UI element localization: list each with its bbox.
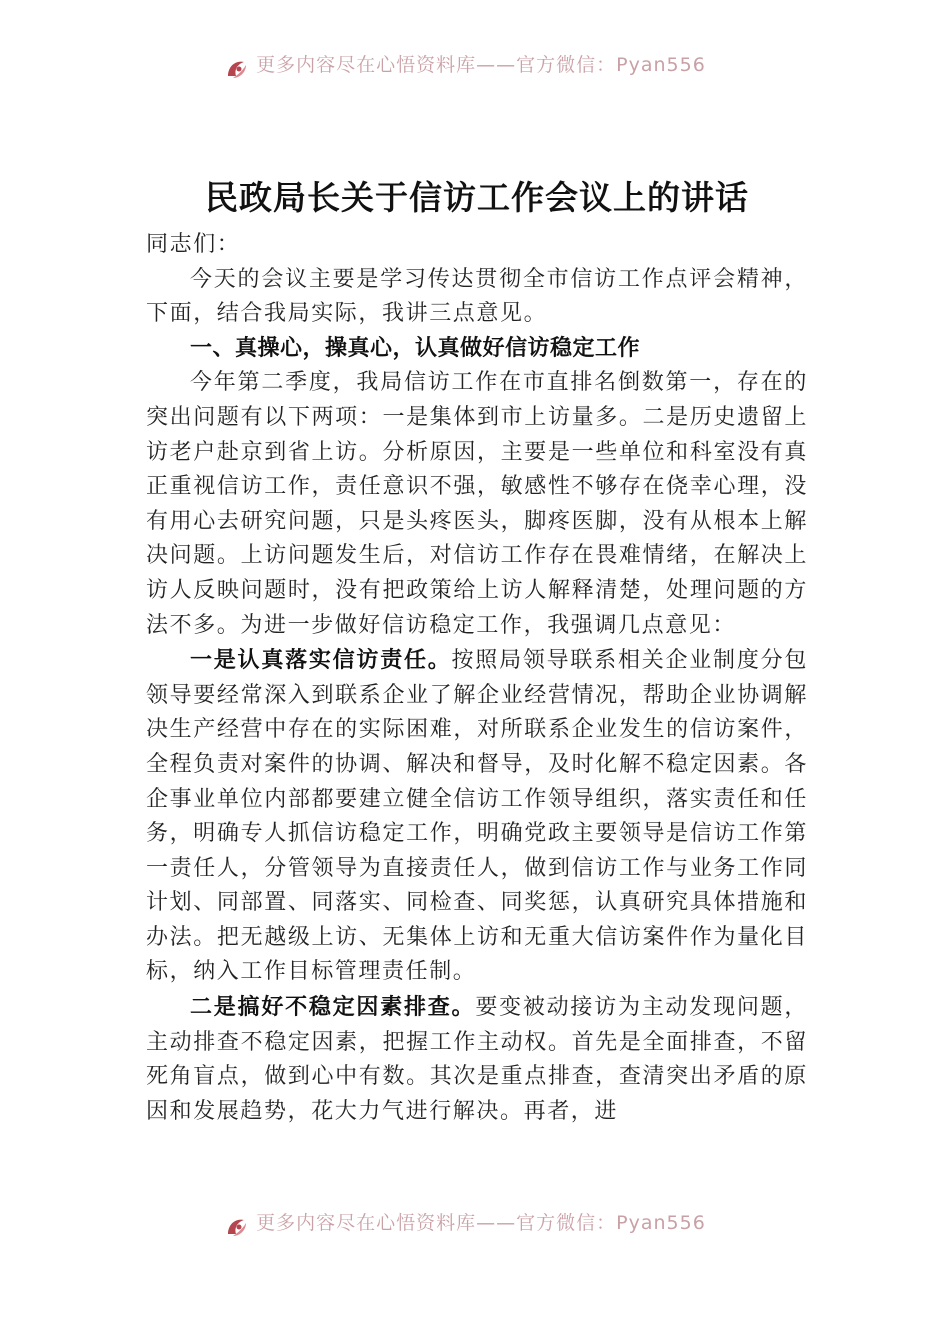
document-body <box>146 168 808 1129</box>
document-title: 民政局长关于信访工作会议上的讲话 <box>205 178 749 217</box>
point2-lead: 二是搞好不稳定因素排查。 <box>190 994 476 1021</box>
watermark-text: 更多内容尽在心悟资料库——官方微信：Pyan556 <box>256 1212 706 1234</box>
watermark-footer <box>0 1212 950 1242</box>
brand-logo-icon <box>224 56 250 82</box>
intro-paragraph: 今天的会议主要是学习传达贯彻全市信访工作点评会精神，下面，结合我局实际，我讲三点意见。 <box>146 266 808 327</box>
point1-body: 按照局领导联系相关企业制度分包领导要经常深入到联系企业了解企业经营情况，帮助企业协调解决生产经营中存在的实际困难，对所联系企业发生的信访案件，全程负责对案件的协调、解决和督导，及时化解不稳定因素。各企事业单位内部都要建立健全信访工作领导组织，落实责任和任务，明确专人抓信访稳定工作，明确党政主要领导是信访工作第一责任人，分管领导为直接责任人，做到信访工作与业务工作同计划、同部置、同落实、同检查、同奖惩，认真研究具体措施和办法。把无越级上访、无集体上访和无重大信访案件作为量化目标，纳入工作目标管理责任制。 <box>146 648 808 985</box>
point2-body: 要变被动接访为主动发现问题，主动排查不稳定因素，把握工作主动权。首先是全面排查，不留死角盲点，做到心中有数。其次是重点排查，查清突出矛盾的原因和发展趋势，花大力气进行解决。再者，进 <box>146 995 808 1124</box>
brand-logo-icon <box>224 1214 250 1240</box>
salutation: 同志们： <box>146 232 241 257</box>
point1-lead: 一是认真落实信访责任。 <box>190 647 452 674</box>
watermark-header <box>0 54 950 84</box>
point1-paragraph <box>146 643 808 990</box>
watermark-text: 更多内容尽在心悟资料库——官方微信：Pyan556 <box>256 54 706 76</box>
point2-paragraph <box>146 990 808 1129</box>
section-heading-1: 一、真操心，操真心，认真做好信访稳定工作 <box>190 335 641 361</box>
section1-paragraph: 今年第二季度，我局信访工作在市直排名倒数第一，存在的突出问题有以下两项：一是集体到市上访量多。二是历史遗留上访老户赴京到省上访。分析原因，主要是一些单位和科室没有真正重视信访工作，责任意识不强，敏感性不够存在侥幸心理，没有用心去研究问题，只是头疼医头，脚疼医脚，没有从根本上解决问题。上访问题发生后，对信访工作存在畏难情绪，在解决上访人反映问题时，没有把政策给上访人解释清楚，处理问题的方法不多。为进一步做好信访稳定工作，我强调几点意见： <box>146 370 808 638</box>
